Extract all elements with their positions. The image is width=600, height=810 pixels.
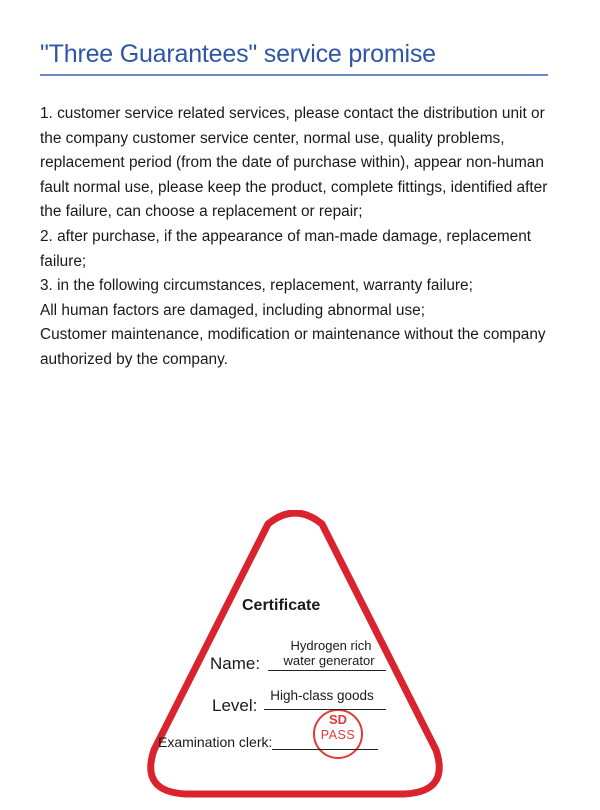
certificate-title: Certificate — [242, 597, 321, 614]
paragraph-2: 2. after purchase, if the appearance of man-made damage, replacement failure; — [40, 227, 532, 270]
page-title: "Three Guarantees" service promise — [40, 40, 436, 68]
level-label: Level: — [212, 696, 258, 715]
name-value-line2: water generator — [283, 653, 375, 668]
stamp-pass-text: PASS — [320, 728, 356, 742]
level-value: High-class goods — [270, 688, 374, 703]
name-value-line1: Hydrogen rich — [290, 638, 372, 653]
clerk-underline — [272, 749, 378, 750]
paragraph-1: 1. customer service related services, please contact the distribution unit or the company customer service center, normal use, quality problems, replacement period (from the date of purchase within), appear non-human fault normal use, please keep the product, complete fittings, identified after the failure, can choose a replacement or repair; — [40, 105, 548, 221]
title-divider — [40, 74, 548, 76]
stamp-sd-text: SD — [328, 712, 348, 727]
paragraph-5: Customer maintenance, modification or maintenance without the company authorized by the company. — [40, 326, 546, 368]
certificate — [140, 510, 450, 800]
level-underline — [264, 709, 386, 710]
paragraph-4: All human factors are damaged, including abnormal use; — [40, 301, 425, 319]
service-promise-text — [40, 102, 570, 373]
clerk-label: Examination clerk: — [158, 734, 273, 750]
paragraph-3: 3. in the following circumstances, replacement, warranty failure; — [40, 277, 473, 295]
name-underline — [268, 670, 386, 671]
name-label: Name: — [210, 654, 261, 673]
